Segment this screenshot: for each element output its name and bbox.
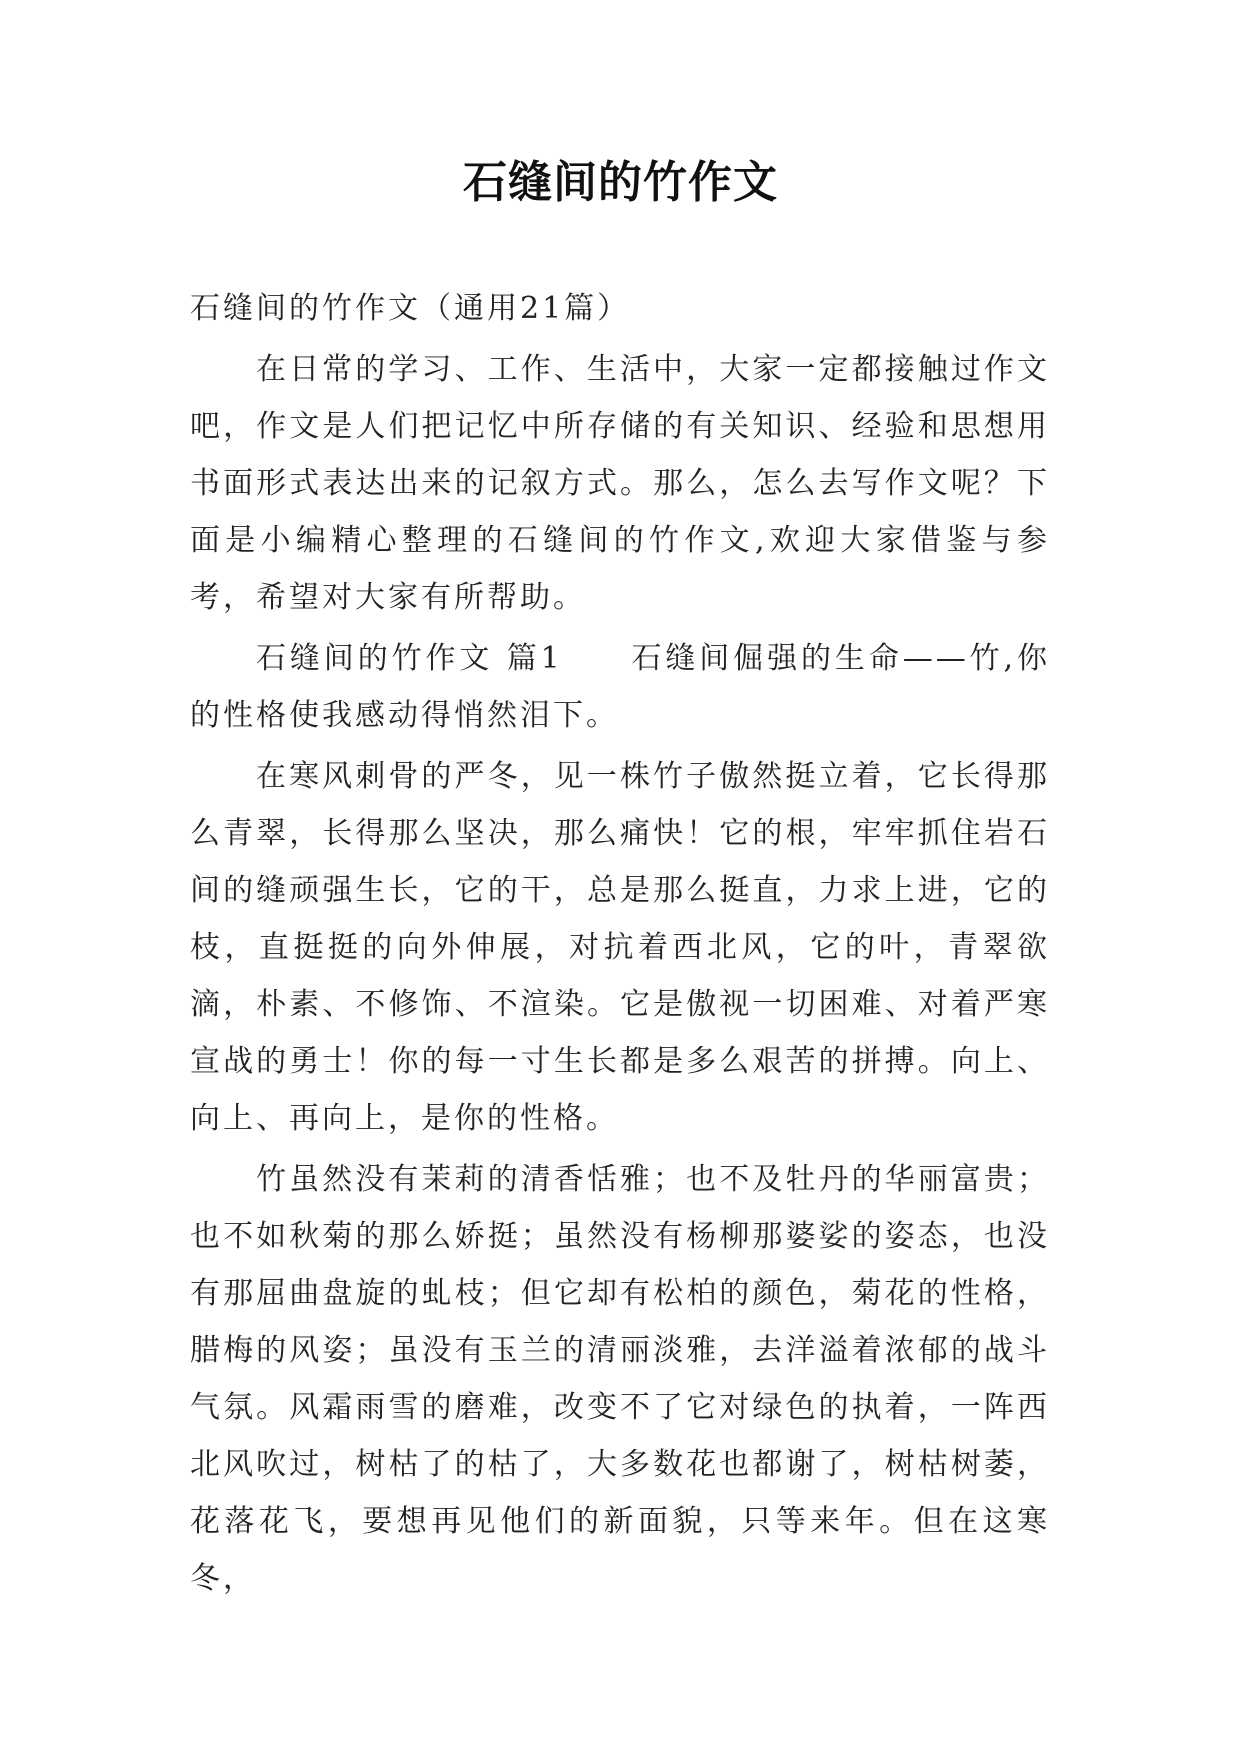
paragraph-winter-bamboo: 在寒风刺骨的严冬，见一株竹子傲然挺立着，它长得那么青翠，长得那么坚决，那么痛快！它的根，牢牢抓住岩石间的缝顽强生长，它的干，总是那么挺直，力求上进，它的枝，直挺挺的向外伸展，对抗着西北风，它的叶，青翠欲滴，朴素、不修饰、不渲染。它是傲视一切困难、对着严寒宣战的勇士！你的每一寸生长都是多么艰苦的拼搏。向上、向上、再向上，是你的性格。: [190, 759, 1050, 1136]
paragraph-intro: 在日常的学习、工作、生活中，大家一定都接触过作文吧，作文是人们把记忆中所存储的有关知识、经验和思想用书面形式表达出来的记叙方式。那么，怎么去写作文呢？下面是小编精心整理的石缝间的竹作文,欢迎大家借鉴与参考，希望对大家有所帮助。: [190, 352, 1050, 615]
paragraph-chapter-1-opening: 石缝间的竹作文 篇1 石缝间倔强的生命——竹,你的性格使我感动得悄然泪下。: [190, 641, 1050, 733]
document-title: 石缝间的竹作文: [463, 157, 778, 208]
document-subtitle: 石缝间的竹作文（通用21篇）: [190, 291, 631, 326]
paragraph-bamboo-comparison: 竹虽然没有茉莉的清香恬雅；也不及牡丹的华丽富贵；也不如秋菊的那么娇挺；虽然没有杨柳那婆娑的姿态，也没有那屈曲盘旋的虬枝；但它却有松柏的颜色，菊花的性格，腊梅的风姿；虽没有玉兰的清丽淡雅，去洋溢着浓郁的战斗气氛。风霜雨雪的磨难，改变不了它对绿色的执着，一阵西北风吹过，树枯了的枯了，大多数花也都谢了，树枯树萎，花落花飞，要想再见他们的新面貌，只等来年。但在这寒冬，: [190, 1162, 1050, 1596]
document-body: [190, 280, 1050, 1607]
